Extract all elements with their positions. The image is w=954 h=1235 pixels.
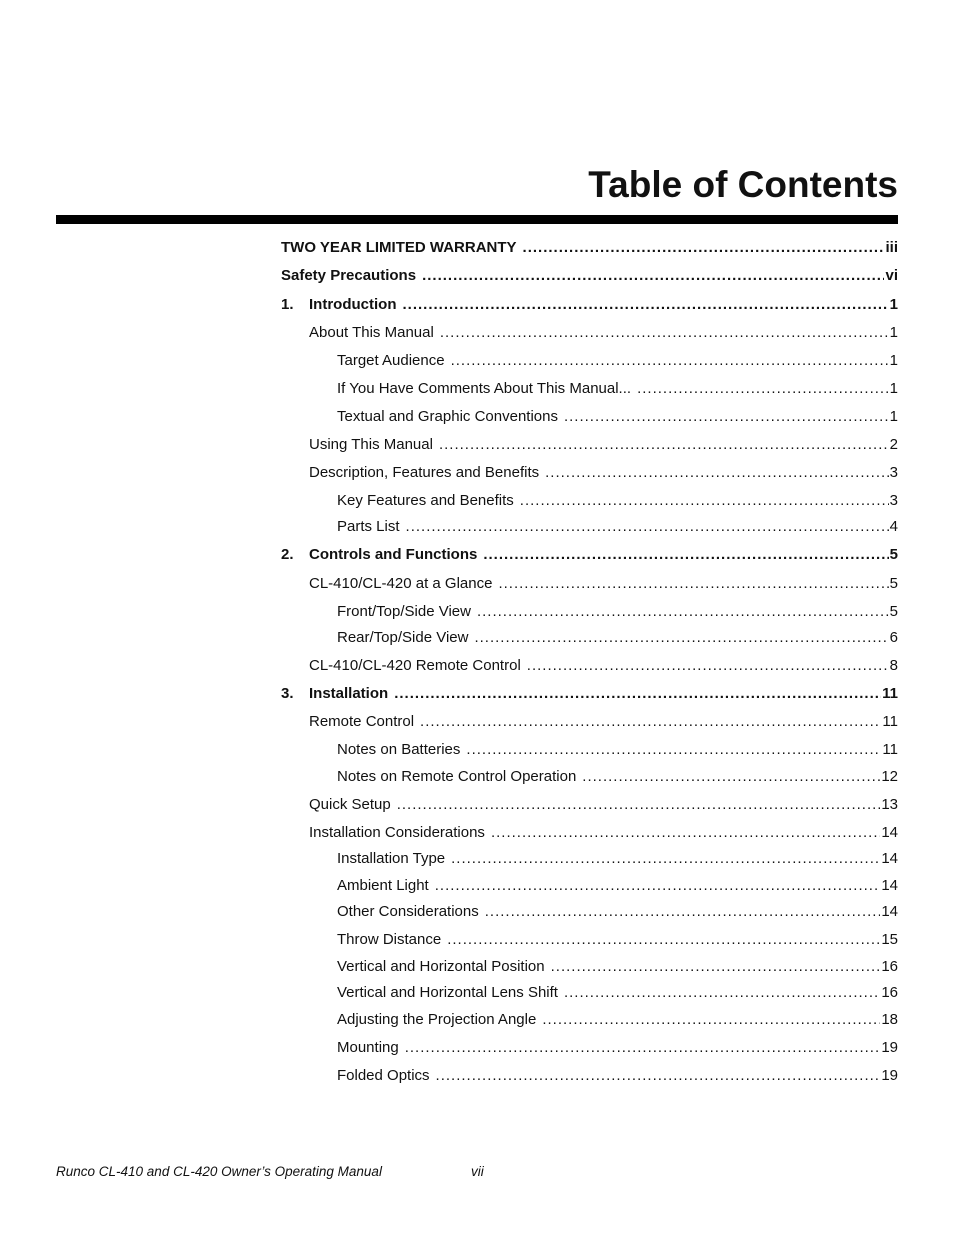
toc-entry-page: 16 [881,958,898,975]
toc-entry-page: 11 [882,741,898,758]
toc-entry-label: Description, Features and Benefits [309,464,540,481]
toc-dot-leader [451,351,889,371]
toc-entry-label: Introduction [309,296,397,313]
toc-dot-leader [394,684,881,704]
toc-entry[interactable] [309,323,898,343]
toc-dot-leader [520,491,889,511]
toc-entry-page: 19 [881,1067,898,1084]
toc-entry[interactable] [309,463,898,483]
toc-entry-number: 1. [281,296,294,313]
toc-dot-leader [498,574,888,594]
toc-entry-label: Key Features and Benefits [337,492,514,509]
toc-entry-page: 19 [881,1039,898,1056]
toc-entry-page: 16 [881,984,898,1001]
toc-entry-page: 12 [881,768,898,785]
toc-entry-page: 1 [889,380,898,397]
toc-entry-label: Other Considerations [337,903,479,920]
toc-entry[interactable] [309,823,898,843]
toc-entry-page: 4 [889,518,898,535]
toc-entry-label: Installation [309,685,389,702]
toc-dot-leader [523,238,885,258]
toc-entry[interactable] [337,957,898,977]
toc-entry[interactable] [309,712,898,732]
toc-entry[interactable] [337,767,898,787]
toc-dot-leader [406,517,889,537]
toc-entry-number: 3. [281,685,294,702]
toc-entry-page: 14 [881,824,898,841]
toc-dot-leader [420,712,881,732]
toc-dot-leader [474,628,888,648]
toc-dot-leader [491,823,880,843]
toc-dot-leader [439,435,889,455]
toc-entry[interactable] [337,1066,898,1086]
toc-entry[interactable] [337,407,898,427]
toc-entry-page: 6 [889,629,898,646]
toc-entry-page: iii [885,239,898,256]
toc-dot-leader [397,795,881,815]
toc-entry-label: Using This Manual [309,436,433,453]
toc-entry[interactable] [281,266,898,286]
toc-entry[interactable] [337,1038,898,1058]
toc-dot-leader [527,656,889,676]
toc-entry-page: 5 [889,546,898,563]
toc-dot-leader [545,463,889,483]
toc-dot-leader [402,295,888,315]
toc-entry-page: 14 [881,877,898,894]
toc-entry[interactable] [337,740,898,760]
toc-dot-leader [435,876,881,896]
toc-entry-label: Vertical and Horizontal Position [337,958,545,975]
toc-entry-label: Folded Optics [337,1067,430,1084]
toc-dot-leader [477,602,889,622]
toc-entry[interactable] [337,491,898,511]
toc-dot-leader [637,379,889,399]
toc-entry-page: 1 [889,296,898,313]
toc-entry[interactable] [337,628,898,648]
toc-entry-page: 14 [881,903,898,920]
toc-entry[interactable] [337,517,898,537]
toc-entry-page: 14 [881,850,898,867]
toc-entry-label: Front/Top/Side View [337,603,471,620]
toc-entry[interactable] [281,238,898,258]
toc-entry[interactable] [337,902,898,922]
toc-dot-leader [542,1010,880,1030]
toc-entry-label: CL-410/CL-420 at a Glance [309,575,493,592]
toc-entry-page: 13 [881,796,898,813]
toc-entry[interactable] [337,930,898,950]
toc-dot-leader [564,983,880,1003]
toc-dot-leader [405,1038,881,1058]
toc-entry-page: 5 [889,575,898,592]
toc-entry-page: 5 [889,603,898,620]
toc-entry-page: 11 [882,685,898,702]
toc-entry[interactable] [337,602,898,622]
toc-entry-label: Rear/Top/Side View [337,629,469,646]
toc-entry-label: Mounting [337,1039,399,1056]
toc-dot-leader [440,323,889,343]
footer-page-number: vii [471,1164,484,1179]
toc-entry[interactable] [281,295,898,315]
toc-entry[interactable] [337,351,898,371]
toc-entry-label: Controls and Functions [309,546,478,563]
toc-entry-label: Notes on Batteries [337,741,461,758]
toc-entry-label: Ambient Light [337,877,429,894]
toc-entry-label: Parts List [337,518,400,535]
toc-entry-page: 15 [881,931,898,948]
toc-entry-page: 3 [889,464,898,481]
toc-entry[interactable] [309,574,898,594]
toc-entry-number: 2. [281,546,294,563]
toc-entry[interactable] [337,849,898,869]
toc-entry[interactable] [337,379,898,399]
toc-entry-page: 18 [881,1011,898,1028]
toc-entry-page: 1 [889,324,898,341]
toc-entry-label: If You Have Comments About This Manual... [337,380,632,397]
toc-dot-leader [483,545,888,565]
toc-entry-label: Remote Control [309,713,415,730]
toc-entry[interactable] [309,656,898,676]
toc-entry-label: About This Manual [309,324,434,341]
toc-entry[interactable] [309,795,898,815]
toc-entry-label: Vertical and Horizontal Lens Shift [337,984,558,1001]
toc-dot-leader [564,407,889,427]
toc-entry[interactable] [281,684,898,704]
toc-dot-leader [551,957,881,977]
toc-entry-label: Adjusting the Projection Angle [337,1011,537,1028]
toc-entry[interactable] [337,876,898,896]
toc-entry-label: Throw Distance [337,931,442,948]
page-title: Table of Contents [588,164,898,205]
toc-dot-leader [447,930,880,950]
toc-entry-label: TWO YEAR LIMITED WARRANTY [281,239,517,256]
toc-dot-leader [485,902,881,922]
toc-entry[interactable] [309,435,898,455]
toc-entry-label: Installation Type [337,850,446,867]
toc-entry[interactable] [281,545,898,565]
toc-entry[interactable] [337,1010,898,1030]
toc-entry-page: 8 [889,657,898,674]
footer-manual-title: Runco CL-410 and CL-420 Owner’s Operating Manual [56,1164,382,1179]
toc-entry[interactable] [337,983,898,1003]
toc-dot-leader [582,767,880,787]
toc-entry-label: Installation Considerations [309,824,485,841]
toc-entry-page: 1 [889,408,898,425]
toc-entry-page: 2 [889,436,898,453]
toc-entry-page: 11 [882,713,898,730]
toc-entry-label: Target Audience [337,352,445,369]
toc-entry-page: vi [885,267,898,284]
toc-dot-leader [466,740,881,760]
toc-dot-leader [451,849,880,869]
toc-entry-label: Safety Precautions [281,267,417,284]
toc-dot-leader [422,266,884,286]
toc-entry-label: Textual and Graphic Conventions [337,408,558,425]
toc-entry-page: 1 [889,352,898,369]
toc-entry-label: CL-410/CL-420 Remote Control [309,657,521,674]
toc-entry-label: Notes on Remote Control Operation [337,768,577,785]
toc-entry-page: 3 [889,492,898,509]
toc-dot-leader [436,1066,881,1086]
toc-entry-label: Quick Setup [309,796,391,813]
